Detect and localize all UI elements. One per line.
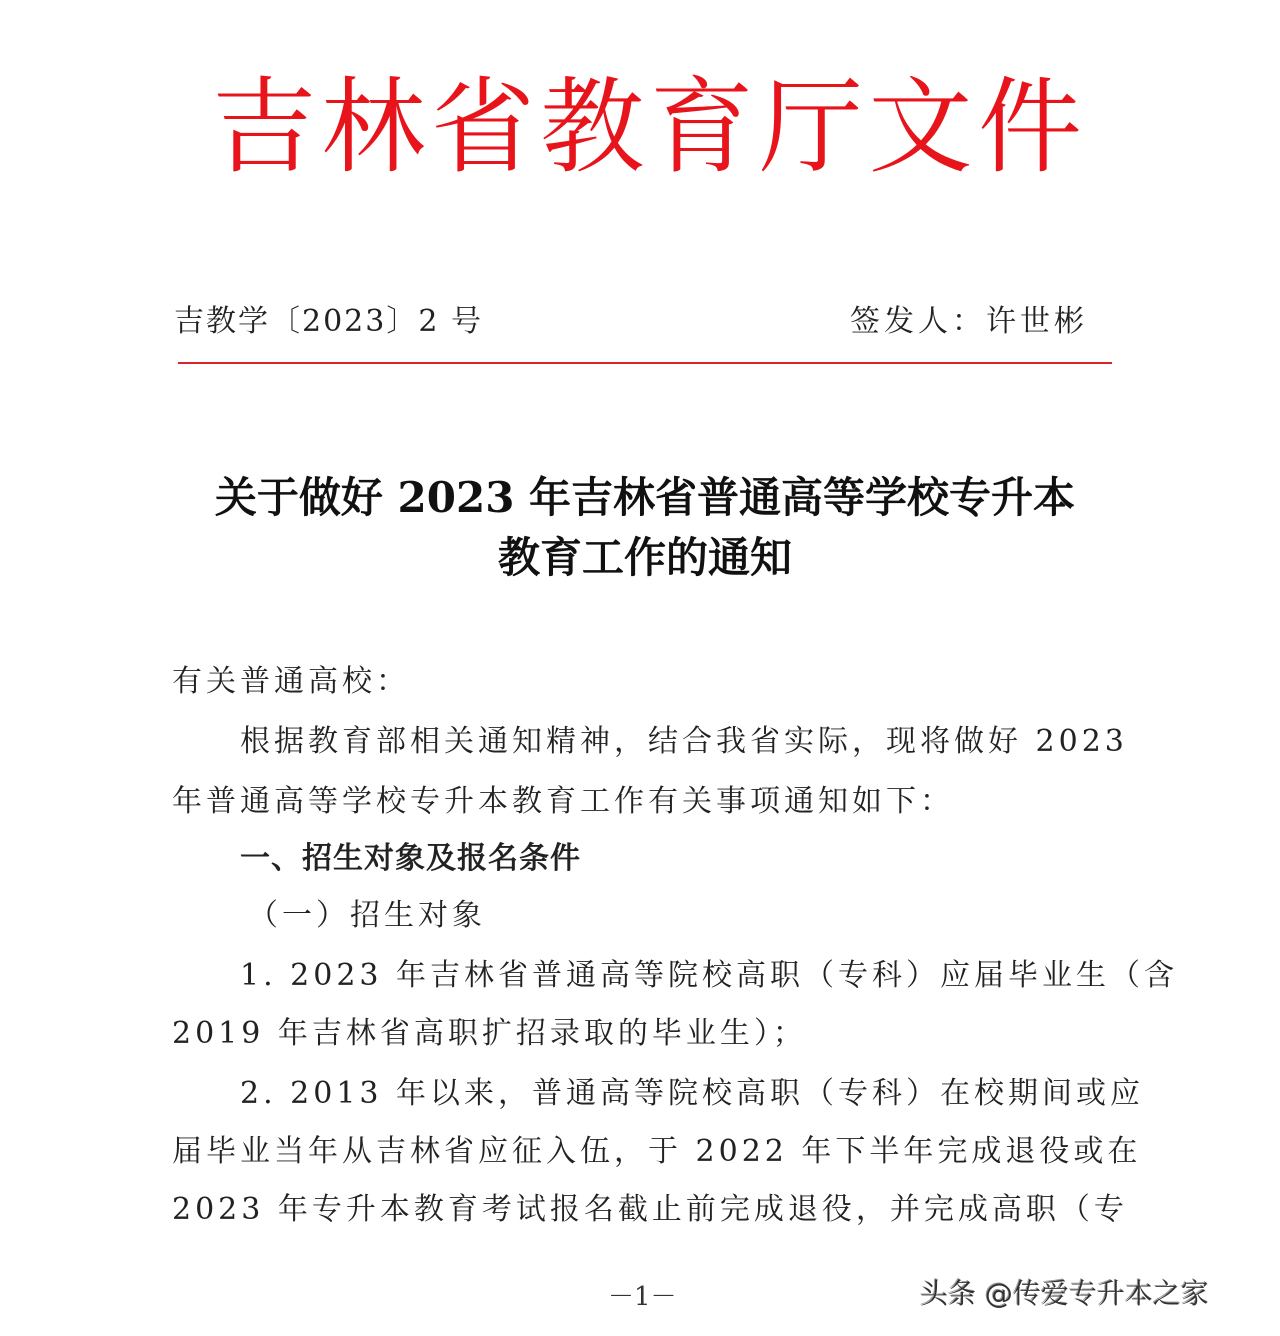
item-2-line-3: 2023 年专升本教育考试报名截止前完成退役，并完成高职（专 [172, 1192, 1128, 1227]
notice-title-line-2: 教育工作的通知 [497, 533, 792, 582]
item-2-line-1: 2. 2013 年以来，普通高等院校高职（专科）在校期间或应 [240, 1076, 1145, 1111]
issuer-signature: 签发人：许世彬 [850, 304, 1088, 339]
header-char: 省 [430, 66, 535, 188]
notice-title [150, 468, 1140, 588]
intro-paragraph-line-2: 年普通高等学校专升本教育工作有关事项通知如下： [172, 784, 954, 819]
header-char: 厅 [759, 66, 864, 188]
page-number: －1－ [608, 1282, 677, 1312]
item-1-line-1: 1. 2023 年吉林省普通高等院校高职（专科）应届毕业生（含 [240, 958, 1179, 993]
red-divider-line [178, 362, 1112, 364]
item-2-line-2: 届毕业当年从吉林省应征入伍，于 2022 年下半年完成退役或在 [172, 1134, 1142, 1169]
subsection-heading-1: （一）招生对象 [248, 898, 486, 933]
header-char: 文 [868, 66, 973, 188]
header-char: 吉 [212, 66, 317, 188]
document-number: 吉教学〔2023〕2 号 [174, 304, 483, 339]
document-header-title [212, 62, 1082, 192]
salutation: 有关普通高校： [172, 664, 410, 699]
section-heading-1: 一、招生对象及报名条件 [240, 841, 581, 876]
source-watermark: 头条 @传爱专升本之家 [920, 1277, 1209, 1310]
header-char: 育 [649, 66, 754, 188]
header-char: 教 [540, 66, 645, 188]
notice-title-line-1: 关于做好 2023 年吉林省普通高等学校专升本 [214, 473, 1076, 522]
header-char: 件 [977, 66, 1082, 188]
header-char: 林 [321, 66, 426, 188]
intro-paragraph-line-1: 根据教育部相关通知精神，结合我省实际，现将做好 2023 [240, 724, 1128, 759]
item-1-line-2: 2019 年吉林省高职扩招录取的毕业生）； [172, 1016, 807, 1051]
